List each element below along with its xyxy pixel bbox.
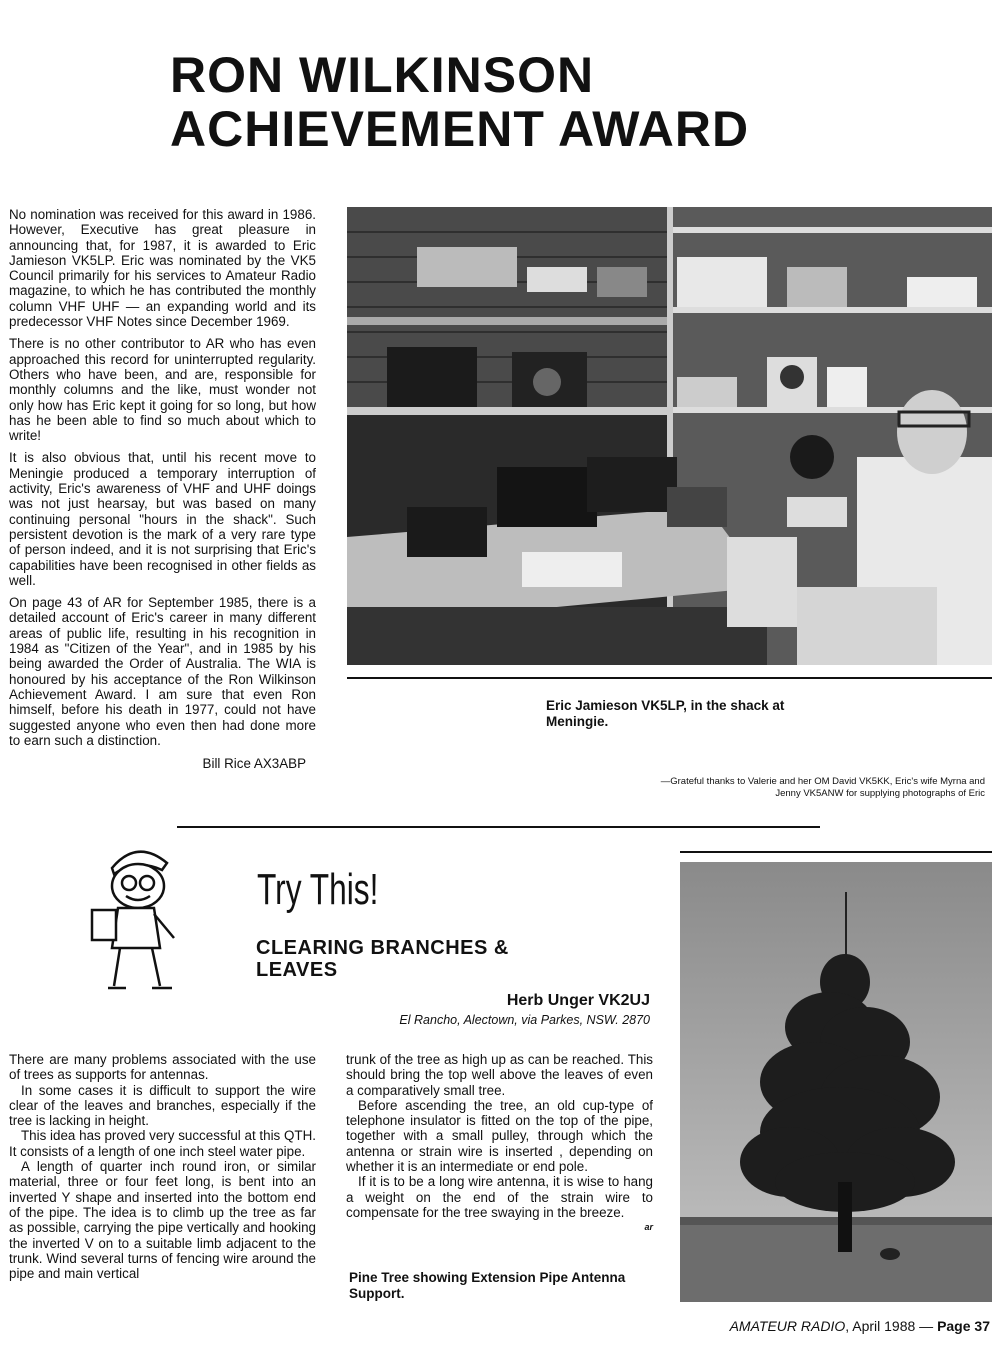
article1-paragraph: It is also obvious that, until his recent move to Meningie produced a temporary interruption of activity, Eric's awareness of VHF and UHF doings was not just hearsay, but was based on many continuing personal "hours in the shack". Such persistent devotion is the mark of a very rare type of person indeed, and it is not surprising that Eric's capabilities have been recognised in other fields as well. bbox=[9, 450, 316, 588]
cartoon-figure bbox=[82, 838, 192, 998]
article2-paragraph: If it is to be a long wire antenna, it is wise to hang a weight on the end of the strain wire to compensate for the tree swaying in the breeze. bbox=[346, 1174, 653, 1220]
article2-author: Herb Unger VK2UJ bbox=[506, 992, 650, 1009]
section-divider bbox=[177, 826, 820, 828]
signature: Bill Rice AX3ABP bbox=[202, 756, 306, 772]
tree-photo-caption: Pine Tree showing Extension Pipe Antenna Support. bbox=[349, 1270, 626, 1301]
article2-column-1 bbox=[9, 1052, 316, 1281]
end-mark: ar bbox=[644, 1222, 653, 1233]
article2-paragraph: This idea has proved very successful at this QTH. It consists of a length of one inch steel water pipe. bbox=[9, 1128, 316, 1159]
shack-photo-caption: Eric Jamieson VK5LP, in the shack at Meningie. bbox=[546, 698, 785, 729]
article2-paragraph: trunk of the tree as high up as can be reached. This should bring the top well above the leaves of even a comparatively small tree. bbox=[346, 1052, 653, 1098]
tree-photo bbox=[680, 862, 992, 1302]
article-title bbox=[170, 48, 850, 156]
issue-date: , April 1988 — bbox=[845, 1318, 938, 1334]
title-line-1: RON WILKINSON bbox=[170, 47, 595, 103]
article2-paragraph: Before ascending the tree, an old cup-type of telephone insulator is fitted on the top of the pipe, together with a small pulley, through which the antenna or strain wire is inserted , depending on whether it is an intermediate or end pole. bbox=[346, 1097, 653, 1175]
publication-name: AMATEUR RADIO bbox=[729, 1318, 846, 1334]
article2-paragraph: A length of quarter inch round iron, or similar material, three or four feet long, is bent into an inverted Y shape and inserted into the bottom end of the pipe. The idea is to climb up the tree as far as possible, carrying the pipe vertically and hooking the inverted V on to a suitable limb adjacent to the trunk. Wind several turns of fencing wire around the pipe and main vertical bbox=[9, 1159, 316, 1282]
article1-paragraph: There is no other contributor to AR who has even approached this record for uninterrupted regularity. Others who have been, and are, responsible for monthly columns and the like, must wonder not only how has Eric kept it going for so long, but how has he been able to find so much about which to write! bbox=[9, 336, 316, 444]
article2-paragraph: There are many problems associated with the use of trees as supports for antennas. bbox=[9, 1052, 316, 1083]
photo-credit: —Grateful thanks to Valerie and her OM David VK5KK, Eric's wife Myrna and Jenny VK5ANW for supplying photographs of Eric bbox=[660, 776, 985, 799]
tree-photo-illustration bbox=[680, 862, 992, 1302]
shack-photo-illustration bbox=[347, 207, 992, 665]
headline-line-2: LEAVES bbox=[256, 959, 338, 981]
tree-photo-rule bbox=[680, 851, 992, 853]
article2-column-2 bbox=[346, 1052, 653, 1236]
article2-headline bbox=[256, 937, 616, 981]
article2-address: El Rancho, Alectown, via Parkes, NSW. 2870 bbox=[399, 1013, 650, 1027]
article1-paragraph: No nomination was received for this award in 1986. However, Executive has great pleasure in announcing that, for 1987, it is awarded to Eric Jamieson VK5LP. Eric was nominated by the VK5 Council primarily for his services to Amateur Radio magazine, to which he has contributed the monthly column VHF UHF — an expanding world and its predecessor VHF Notes since December 1969. bbox=[9, 207, 316, 330]
photo-rule bbox=[347, 677, 992, 679]
article1-body bbox=[9, 207, 316, 771]
headline-line-1: CLEARING BRANCHES & bbox=[256, 937, 509, 959]
try-this-kicker: Try This! bbox=[257, 865, 379, 914]
title-line-2: ACHIEVEMENT AWARD bbox=[170, 101, 750, 157]
article1-paragraph: On page 43 of AR for September 1985, there is a detailed account of Eric's career in many different areas of public life, resulting in his recognition in 1984 as "Citizen of the Year", and in 1985 by his being awarded the Order of Australia. The WIA is honoured by his acceptance of the Ron Wilkinson Achievement Award. I am sure that even Ron himself, before his death in 1977, could not have suggested anyone who even then had done more to earn such a distinction. bbox=[9, 595, 316, 748]
cartoon-boy-illustration bbox=[82, 838, 192, 998]
page-number: Page 37 bbox=[937, 1318, 990, 1334]
page-footer bbox=[600, 1318, 990, 1334]
article2-paragraph: In some cases it is difficult to support the wire clear of the leaves and branches, especially if the tree is lacking in height. bbox=[9, 1082, 316, 1129]
shack-photo bbox=[347, 207, 992, 665]
